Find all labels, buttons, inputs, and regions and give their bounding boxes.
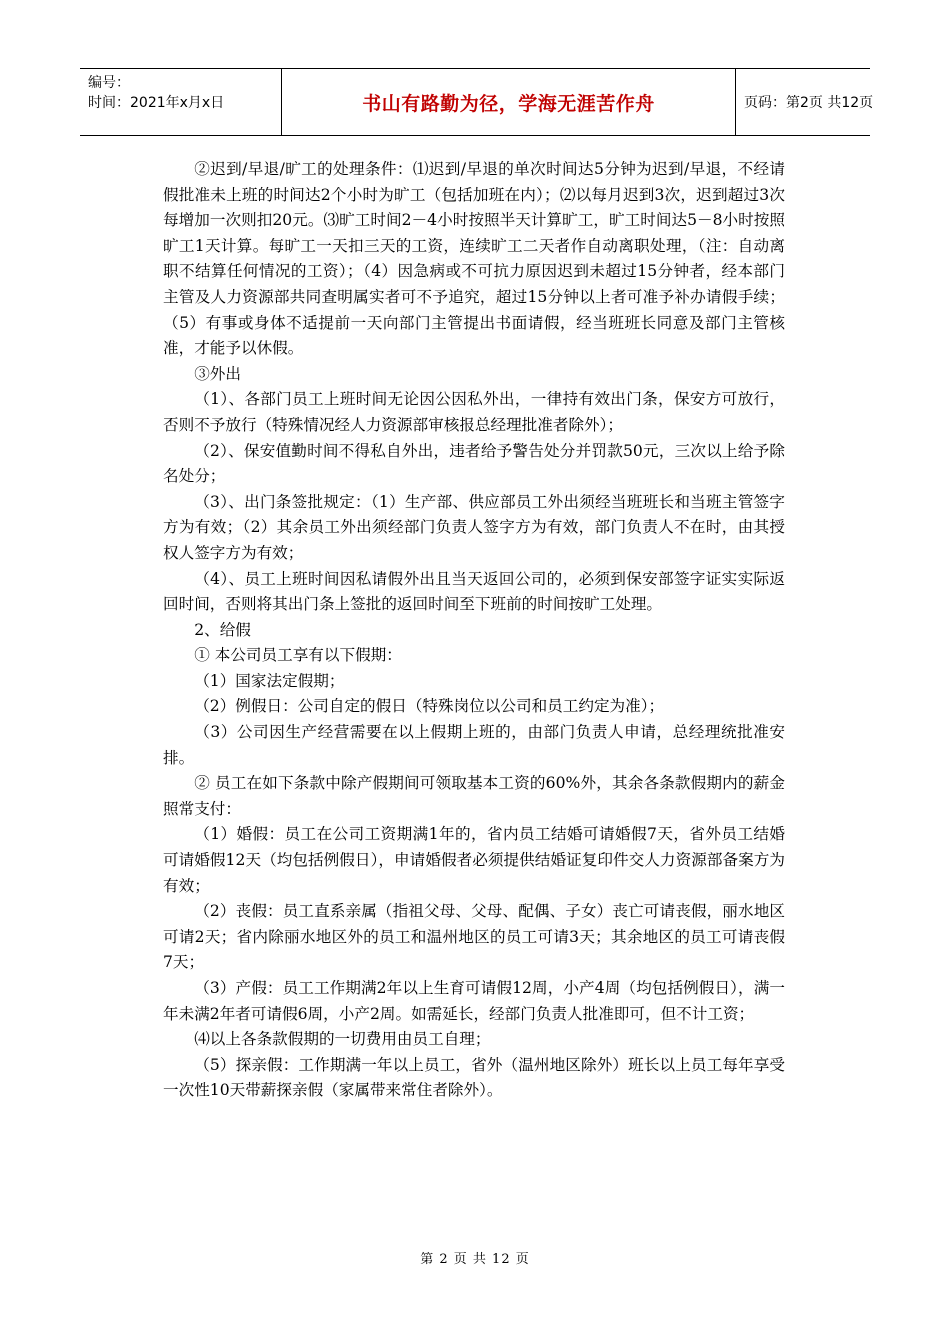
header-page-number: 页码：第2页 共12页 [744, 95, 874, 111]
document-body [163, 157, 785, 1104]
paragraph-maternity-leave: （3）产假：员工工作期满2年以上生育可请假12周，小产4周（均包括例假日），满一年未满2年者可请假6周，小产2周。如需延长，经部门负责人批准即可，但不计工资； [163, 979, 785, 1023]
paragraph-going-out-1: （1）、各部门员工上班时间无论因公因私外出，一律持有效出门条，保安方可放行，否则不予放行（特殊情况经人力资源部审核报总经理批准者除外）； [163, 390, 785, 434]
page-header [80, 68, 874, 136]
paragraph-paid-leave-intro: ② 员工在如下条款中除产假期间可领取基本工资的60%外，其余各条款假期内的薪金照常支付： [163, 774, 785, 818]
paragraph-home-leave: （5）探亲假：工作期满一年以上员工，省外（温州地区除外）班长以上员工每年享受一次性10天带薪探亲假（家属带来常住者除外）。 [163, 1055, 785, 1100]
document-number-label: 编号： [88, 75, 130, 91]
paragraph-bereavement-leave: （2）丧假：员工直系亲属（指祖父母、父母、配偶、子女）丧亡可请丧假，丽水地区可请2天；省内除丽水地区外的员工和温州地区的员工可请3天；其余地区的员工可请丧假7天； [163, 902, 785, 972]
paragraph-going-out-4: （4）、员工上班时间因私请假外出且当天返回公司的，必须到保安部签字证实实际返回时间，否则将其出门条上签批的返回时间至下班前的时间按旷工处理。 [163, 569, 785, 614]
paragraph-leave-1: （1）国家法定假期； [194, 671, 345, 690]
header-meta-cell [80, 69, 282, 135]
paragraph-marriage-leave: （1）婚假：员工在公司工资期满1年的，省内员工结婚可请婚假7天，省外员工结婚可请婚假12天（均包括例假日），申请婚假者必须提供结婚证复印件交人力资源部备案方为有效； [163, 825, 785, 895]
page-footer: 第 2 页 共 12 页 [420, 1252, 530, 1267]
paragraph-leave-3: （3）公司因生产经营需要在以上假期上班的，由部门负责人申请，总经理统批准安排。 [163, 723, 785, 767]
paragraph-leave-2: （2）例假日：公司自定的假日（特殊岗位以公司和员工约定为准）； [194, 697, 665, 716]
paragraph-going-out-3: （3）、出门条签批规定：（1）生产部、供应部员工外出须经当班班长和当班主管签字方为有效；（2）其余员工外出须经部门负责人签字方为有效，部门负责人不在时，由其授权人签字方为有效； [163, 492, 785, 562]
paragraph-leave-expenses: ⑷以上各条款假期的一切费用由员工自理； [194, 1030, 491, 1049]
header-motto: 书山有路勤为径，学海无涯苦作舟 [282, 69, 736, 135]
document-date-label: 时间：2021年x月x日 [88, 95, 225, 111]
section-heading-leave: 2、给假 [194, 620, 251, 639]
paragraph-late-leave-rules: ②迟到/早退/旷工的处理条件：⑴迟到/早退的单次时间达5分钟为迟到/早退，不经请假批准未上班的时间达2个小时为旷工（包括加班在内）；⑵以每月迟到3次，迟到超过3次每增加一次则扣20元。⑶旷工时间2－4小时按照半天计算旷工，旷工时间达5－8小时按照旷工1天计算。每旷工一天扣三天的工资，连续旷工二天者作自动离职处理，（注：自动离职不结算任何情况的工资）；（4）因急病或不可抗力原因迟到未超过15分钟者，经本部门主管及人力资源部共同查明属实者可不予追究，超过15分钟以上者可准予补办请假手续；（5）有事或身体不适提前一天向部门主管提出书面请假，经当班班长同意及部门主管核准，才能予以休假。 [163, 160, 785, 358]
paragraph-going-out-2: （2）、保安值勤时间不得私自外出，违者给予警告处分并罚款50元，三次以上给予除名处分； [163, 441, 785, 486]
paragraph-leave-intro: ① 本公司员工享有以下假期： [194, 646, 402, 665]
section-heading-going-out: ③外出 [194, 364, 241, 383]
